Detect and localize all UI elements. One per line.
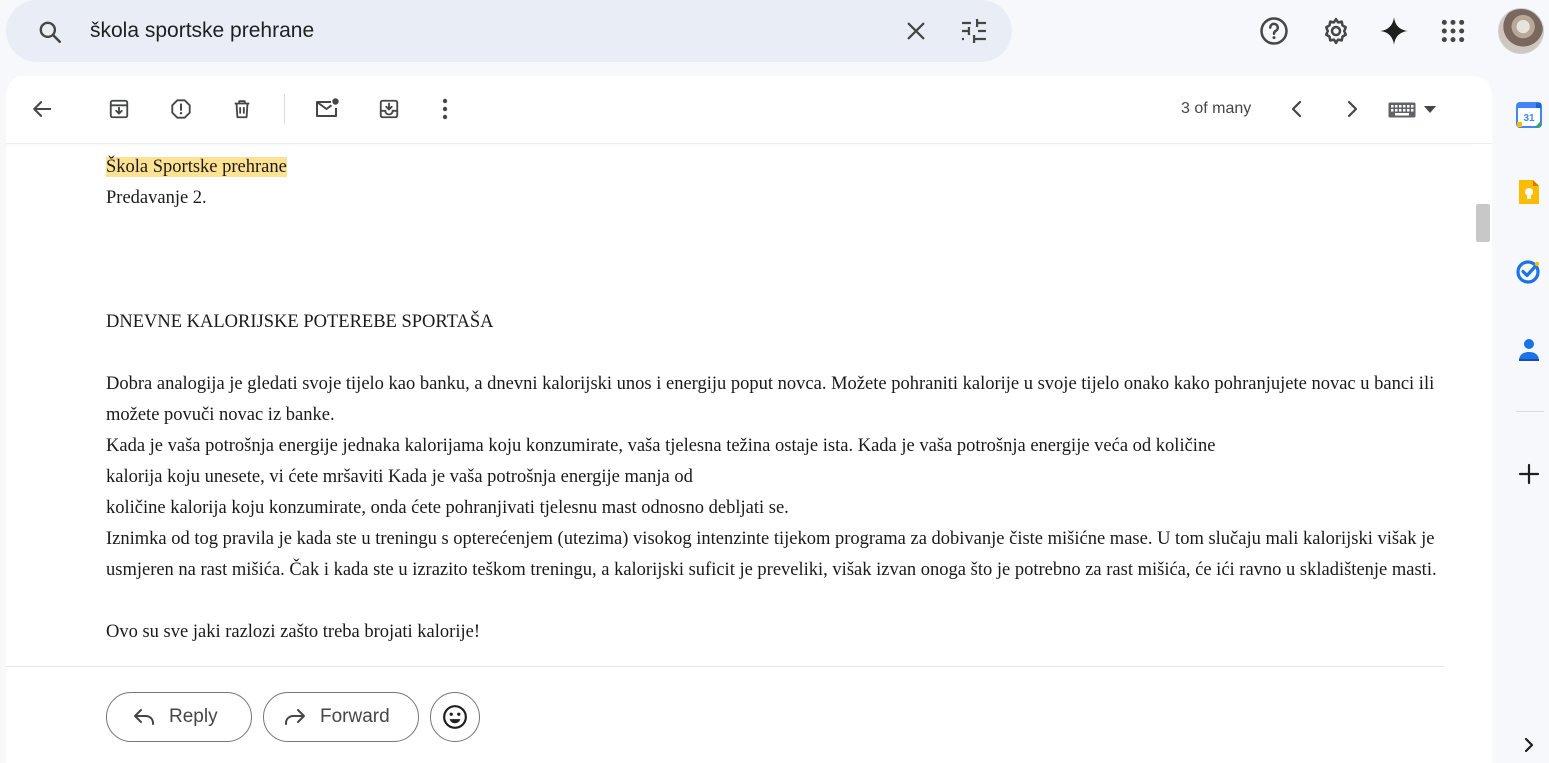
message-toolbar: [6, 76, 1492, 144]
toolbar-divider: [284, 94, 285, 124]
message-paragraph: količine kalorija koju konzumirate, onda ćete pohranjivati tjelesnu mast odnosno debljati se.: [106, 498, 789, 518]
mark-unread-icon[interactable]: [309, 91, 345, 127]
body-divider: [6, 666, 1444, 667]
search-options-icon[interactable]: [956, 13, 992, 49]
close-icon[interactable]: [898, 13, 934, 49]
help-icon[interactable]: [1255, 12, 1293, 50]
avatar[interactable]: [1498, 8, 1544, 54]
keyboard-icon: [1388, 102, 1416, 118]
more-vert-icon[interactable]: [427, 91, 463, 127]
chevron-right-icon[interactable]: [1334, 91, 1370, 127]
forward-arrow-icon: [284, 708, 306, 726]
message-paragraph: Iznimka od tog pravila je kada ste u treningu s opterećenjem (utezima) visokog intenzinte tijekom programa za dobivanje čiste mišićne mase. U tom slučaju mali kalorijski višak je usmjeren na rast mišića. Čak i kada ste u izrazito teškom treningu, a kalorijski suficit je preveliki, višak izvan onoga što je potrebno za rast mišića, će ići ravno u skladištenje masti.: [106, 529, 1437, 580]
report-spam-icon[interactable]: [163, 91, 199, 127]
message-body: [106, 152, 1456, 648]
emoji-reaction-button[interactable]: [430, 692, 480, 742]
reply-button[interactable]: [106, 692, 252, 742]
search-icon[interactable]: [32, 14, 68, 50]
back-arrow-icon[interactable]: [24, 91, 60, 127]
archive-icon[interactable]: [101, 91, 137, 127]
add-icon[interactable]: [1512, 457, 1546, 491]
message-heading: DNEVNE KALORIJSKE POTEREBE SPORTAŠA: [106, 312, 494, 332]
search-bar: [6, 0, 1012, 62]
side-panel-divider: [1516, 411, 1544, 412]
pager-count: 3 of many: [1181, 100, 1252, 117]
gear-icon[interactable]: [1317, 12, 1355, 50]
tasks-icon[interactable]: [1512, 254, 1546, 288]
keep-icon[interactable]: [1512, 175, 1546, 209]
forward-label: Forward: [320, 706, 390, 727]
trash-icon[interactable]: [224, 91, 260, 127]
emoji-icon: [442, 704, 468, 730]
message-paragraph: kalorija koju unesete, vi ćete mršaviti Kada je vaša potrošnja energije manja od: [106, 467, 693, 487]
gemini-icon[interactable]: [1375, 12, 1413, 50]
reply-arrow-icon: [133, 708, 155, 726]
apps-icon[interactable]: [1434, 12, 1472, 50]
message-paragraph: Dobra analogija je gledati svoje tijelo kao banku, a dnevni kalorijski unos i energiju poput novca. Možete pohraniti kalorije u svoje tijelo onako kako pohranjujete novac u banci ili možete povuči novac iz banke.: [106, 374, 1435, 425]
message-paragraph: Ovo su sve jaki razlozi zašto treba brojati kalorije!: [106, 622, 480, 642]
chevron-left-icon[interactable]: [1279, 91, 1315, 127]
caret-down-icon: [1424, 106, 1436, 114]
chevron-right-icon[interactable]: [1512, 728, 1546, 762]
message-paragraph: Kada je vaša potrošnja energije jednaka kalorijama koju konzumirate, vaša tjelesna težina ostaje ista. Kada je vaša potrošnja energije veća od količine: [106, 436, 1216, 456]
search-input[interactable]: [88, 14, 868, 48]
input-tools-button[interactable]: [1388, 96, 1448, 124]
forward-button[interactable]: [263, 692, 419, 742]
message-subtitle: Predavanje 2.: [106, 188, 207, 208]
highlighted-search-term: Škola Sportske prehrane: [106, 157, 287, 177]
scrollbar-thumb[interactable]: [1476, 204, 1490, 242]
move-to-icon[interactable]: [371, 91, 407, 127]
message-view: [6, 76, 1492, 763]
calendar-day-number: 31: [1523, 113, 1535, 124]
reply-label: Reply: [169, 706, 218, 727]
contacts-icon[interactable]: [1512, 333, 1546, 367]
calendar-icon[interactable]: [1512, 98, 1546, 132]
